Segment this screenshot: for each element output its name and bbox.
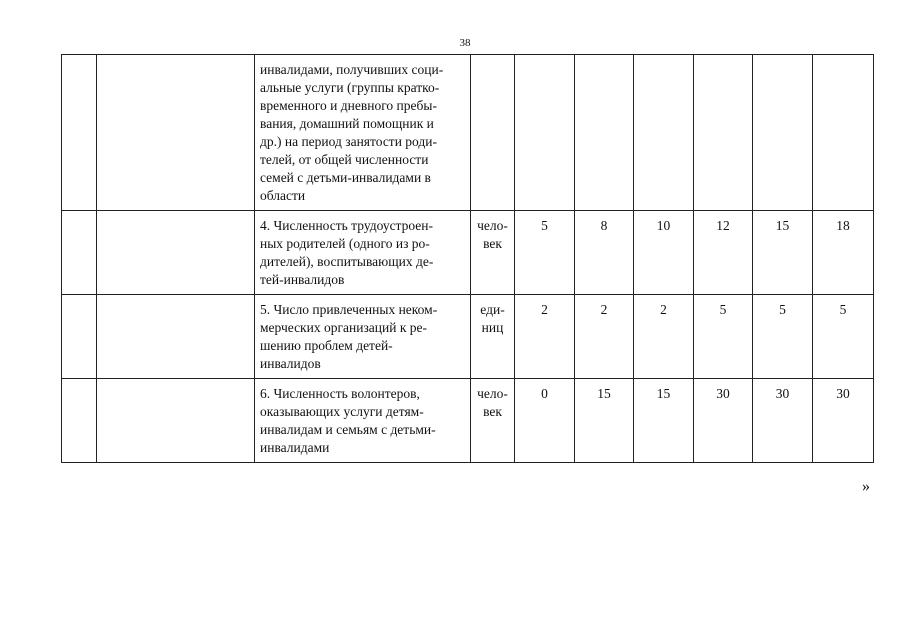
indicator-description-cell: [255, 379, 471, 463]
table-row: [62, 295, 874, 379]
indicators-table: [61, 54, 874, 463]
value-cell: 5: [694, 295, 753, 379]
value-cell: 30: [753, 379, 813, 463]
table-row: [62, 379, 874, 463]
indicator-description-cell: [255, 55, 471, 211]
description-line: 4. Численность трудоустроен-: [260, 218, 434, 233]
description-line: инвалидов: [260, 356, 321, 371]
value-cell: [575, 55, 634, 211]
value-cell: 2: [515, 295, 575, 379]
value-cell: 5: [813, 295, 874, 379]
value-cell: [813, 55, 874, 211]
value-cell: 18: [813, 211, 874, 295]
closing-quote: »: [862, 478, 870, 495]
value-cell: [634, 55, 694, 211]
description-line: области: [260, 188, 306, 203]
value-cell: 15: [634, 379, 694, 463]
table-row: [62, 211, 874, 295]
table-row: [62, 55, 874, 211]
number-cell: [62, 55, 97, 211]
value-cell: [515, 55, 575, 211]
description-line: альные услуги (группы кратко-: [260, 80, 440, 95]
description-line: инвалидами: [260, 440, 330, 455]
description-line: 6. Численность волонтеров,: [260, 386, 420, 401]
value-cell: 15: [753, 211, 813, 295]
unit-line: век: [483, 404, 502, 419]
value-cell: 12: [694, 211, 753, 295]
unit-cell: [471, 295, 515, 379]
value-cell: 8: [575, 211, 634, 295]
value-cell: 0: [515, 379, 575, 463]
section-cell: [97, 211, 255, 295]
description-line: инвалидам и семьям с детьми-: [260, 422, 436, 437]
description-line: 5. Число привлеченных неком-: [260, 302, 438, 317]
description-line: телей, от общей численности: [260, 152, 429, 167]
indicator-description-cell: [255, 295, 471, 379]
number-cell: [62, 211, 97, 295]
value-cell: 30: [694, 379, 753, 463]
unit-line: чело-: [477, 218, 508, 233]
section-cell: [97, 55, 255, 211]
unit-cell: [471, 211, 515, 295]
description-line: семей с детьми-инвалидами в: [260, 170, 431, 185]
value-cell: 2: [575, 295, 634, 379]
value-cell: 2: [634, 295, 694, 379]
description-line: тей-инвалидов: [260, 272, 345, 287]
description-line: инвалидами, получивших соци-: [260, 62, 444, 77]
unit-cell: [471, 379, 515, 463]
unit-line: чело-: [477, 386, 508, 401]
value-cell: 5: [515, 211, 575, 295]
value-cell: [753, 55, 813, 211]
unit-line: век: [483, 236, 502, 251]
unit-cell: [471, 55, 515, 211]
description-line: вания, домашний помощник и: [260, 116, 434, 131]
value-cell: 10: [634, 211, 694, 295]
page-number: 38: [459, 37, 471, 49]
section-cell: [97, 379, 255, 463]
value-cell: 5: [753, 295, 813, 379]
description-line: оказывающих услуги детям-: [260, 404, 424, 419]
description-line: дителей), воспитывающих де-: [260, 254, 434, 269]
number-cell: [62, 379, 97, 463]
value-cell: [694, 55, 753, 211]
description-line: ных родителей (одного из ро-: [260, 236, 430, 251]
value-cell: 15: [575, 379, 634, 463]
section-cell: [97, 295, 255, 379]
description-line: временного и дневного пребы-: [260, 98, 437, 113]
value-cell: 30: [813, 379, 874, 463]
unit-line: ниц: [481, 320, 504, 335]
indicator-description-cell: [255, 211, 471, 295]
description-line: др.) на период занятости роди-: [260, 134, 438, 149]
number-cell: [62, 295, 97, 379]
unit-line: еди-: [480, 302, 505, 317]
description-line: мерческих организаций к ре-: [260, 320, 427, 335]
description-line: шению проблем детей-: [260, 338, 393, 353]
